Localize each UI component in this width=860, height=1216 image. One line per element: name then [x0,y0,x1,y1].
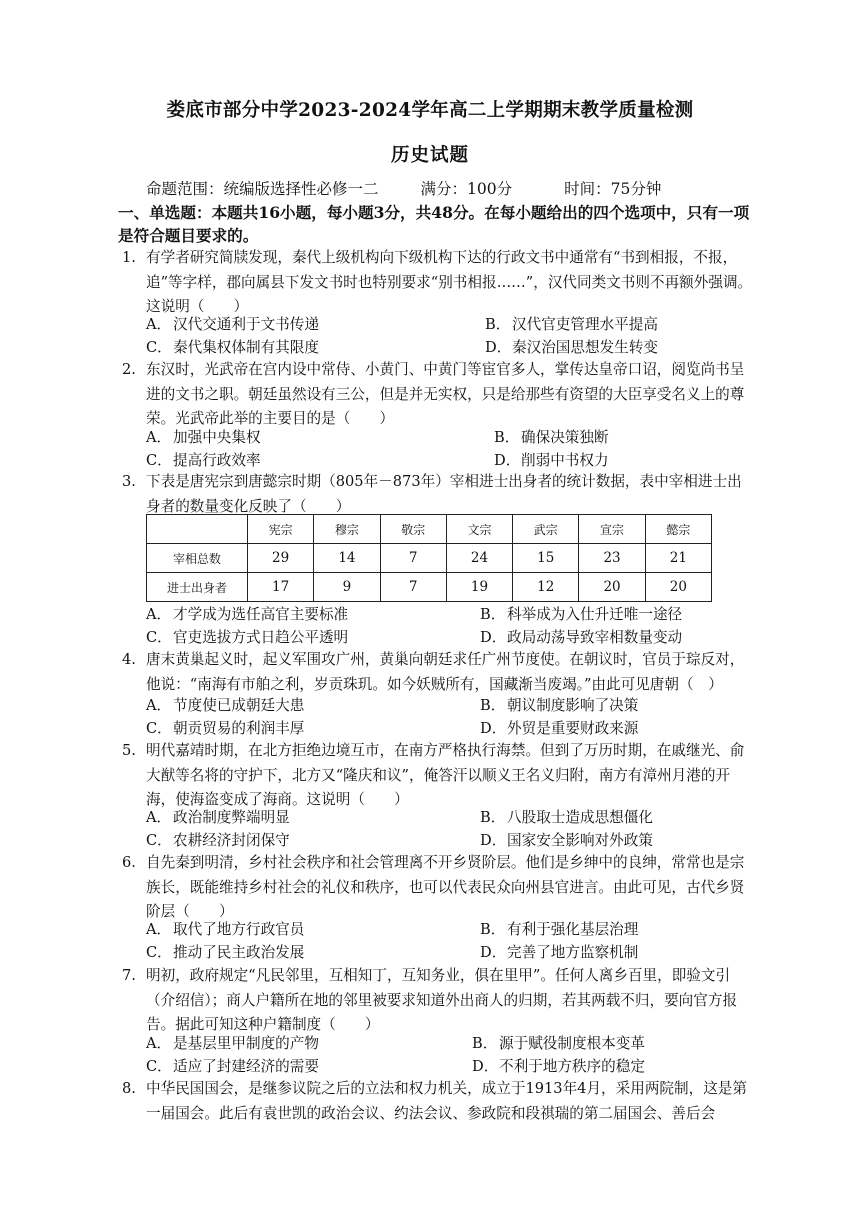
question-stem: 东汉时，光武帝在宫内设中常侍、小黄门、中黄门等宦官多人，掌传达皇帝口诏，阅览尚书呈进的文书之职。朝廷虽然设有三公，但是并无实权，只是给那些有资望的大臣享受名义上的尊荣。光武帝此举的主要目的是（ ） [146,361,745,427]
option-d: D．削弱中书权力 [494,452,609,469]
question-number: 7. [122,967,136,984]
option-b: B． 朝议制度影响了决策 [480,697,639,714]
option-a: A． 加强中央集权 [146,429,261,446]
table-header-cell: 懿宗 [645,515,711,544]
table-cell: 17 [248,573,314,602]
question-stem: 明初，政府规定“凡民邻里，互相知丁，互知务业，俱在里甲”。任何人离乡百里，即验文引（介绍信）；商人户籍所在地的邻里被要求知道外出商人的归期，若其两载不归，要向官方报告。据此可知这种户籍制度（ ） [146,967,738,1033]
option-c: C．推动了民主政治发展 [146,944,305,961]
option-b: B． 八股取士造成思想僵化 [480,809,653,826]
table-cell: 9 [314,573,380,602]
table-header-cell [147,515,248,544]
question-6 [122,851,756,925]
table-header-cell: 宣宗 [579,515,645,544]
table-cell: 15 [513,544,579,573]
option-c: C．适应了封建经济的需要 [146,1058,319,1075]
question-4 [122,648,756,697]
table-row-header: 进士出身者 [147,573,248,602]
statistics-table [146,514,712,602]
option-d: D．秦汉治国思想发生转变 [485,339,658,356]
table-row [147,573,712,602]
table-row-header: 宰相总数 [147,544,248,573]
exam-title: 娄底市部分中学2023-2024学年高二上学期期末教学质量检测 [166,100,694,121]
question-number: 5. [122,742,136,759]
meta-time: 时间：75分钟 [564,180,662,198]
question-number: 8. [122,1080,136,1097]
question-stem: 自先秦到明清，乡村社会秩序和社会管理离不开乡贤阶层。他们是乡绅中的良绅，常常也是宗族长，既能维持乡村社会的礼仪和秩序，也可以代表民众向州县官进言。由此可见，古代乡贤阶层（ ） [146,854,745,920]
option-d: D．完善了地方监察机制 [480,944,639,961]
option-b: B． 汉代官吏管理水平提高 [485,316,658,333]
exam-subtitle: 历史试题 [390,145,469,166]
exam-meta [146,177,661,199]
option-d: D．政局动荡导致宰相数量变动 [480,629,683,646]
option-d: D．国家安全影响对外政策 [480,832,653,849]
question-stem: 中华民国国会，是继参议院之后的立法和权力机关，成立于1913年4月，采用两院制，这是第一届国会。此后有袁世凯的政治会议、约法会议、参政院和段祺瑞的第二届国会、善后会 [146,1080,747,1122]
option-c: C．提高行政效率 [146,452,261,469]
question-7 [122,964,756,1038]
question-2 [122,358,756,432]
question-5 [122,739,756,813]
question-1 [122,246,756,320]
option-b: B． 科举成为入仕升迁唯一途径 [480,606,683,623]
table-cell: 7 [380,544,446,573]
option-a: A． 汉代交通利于文书传递 [146,316,319,333]
table-header-row [147,515,712,544]
question-number: 4. [122,651,136,668]
table-cell: 24 [446,544,512,573]
option-a: A． 取代了地方行政官员 [146,921,305,938]
question-number: 6. [122,854,136,871]
section-heading: 一、单选题：本题共16小题，每小题3分，共48分。在每小题给出的四个选项中，只有一项是符合题目要求的。 [118,203,750,245]
table-header-cell: 武宗 [513,515,579,544]
question-3 [122,470,756,519]
table-cell: 12 [513,573,579,602]
question-stem: 有学者研究简牍发现，秦代上级机构向下级机构下达的行政文书中通常有“书到相报，不报，追”等字样，郡向属县下发文书时也特别要求“别书相报……”，汉代同类文书则不再额外强调。这说明（ ） [146,249,753,315]
question-number: 2. [122,361,136,378]
option-a: A． 才学成为选任高官主要标准 [146,606,349,623]
option-c: C．农耕经济封闭保守 [146,832,290,849]
meta-score: 满分：100分 [420,180,513,198]
table-cell: 21 [645,544,711,573]
option-a: A． 节度使已成朝廷大患 [146,697,305,714]
option-d: D．不利于地方秩序的稳定 [472,1058,645,1075]
table-cell: 20 [645,573,711,602]
table-cell: 23 [579,544,645,573]
table-header-cell: 穆宗 [314,515,380,544]
option-d: D．外贸是重要财政来源 [480,720,639,737]
meta-scope: 命题范围：统编版选择性必修一二 [146,180,379,198]
option-a: A． 政治制度弊端明显 [146,809,290,826]
option-b: B． 源于赋役制度根本变革 [472,1035,645,1052]
table-row [147,544,712,573]
table-header-cell: 文宗 [446,515,512,544]
table-header-cell: 宪宗 [248,515,314,544]
table-cell: 19 [446,573,512,602]
table-cell: 20 [579,573,645,602]
option-c: C．秦代集权体制有其限度 [146,339,319,356]
question-number: 1. [122,249,136,266]
table-cell: 29 [248,544,314,573]
question-stem: 明代嘉靖时期，在北方拒绝边境互市，在南方严格执行海禁。但到了万历时期，在戚继光、俞大猷等名将的守护下，北方又“隆庆和议”，俺答汗以顺义王名义归附，南方有漳州月港的开海，使海盗变成了海商。这说明（ ） [146,742,745,808]
option-a: A． 是基层里甲制度的产物 [146,1035,319,1052]
option-c: C．朝贡贸易的利润丰厚 [146,720,305,737]
question-number: 3. [122,473,136,490]
option-b: B． 有利于强化基层治理 [480,921,639,938]
question-stem: 唐末黄巢起义时，起义军围攻广州，黄巢向朝廷求任广州节度使。在朝议时，官员于琮反对，他说：“南海有市舶之利，岁贡珠玑。如今妖贼所有，国藏渐当废竭。”由此可见唐朝（ ） [146,651,745,693]
option-c: C．官吏选拔方式日趋公平透明 [146,629,349,646]
table-cell: 7 [380,573,446,602]
table-header-cell: 敬宗 [380,515,446,544]
table-cell: 14 [314,544,380,573]
question-stem: 下表是唐宪宗到唐懿宗时期（805年－873年）宰相进士出身者的统计数据，表中宰相进士出身者的数量变化反映了（ ） [146,473,742,515]
option-b: B． 确保决策独断 [494,429,609,446]
question-8 [122,1077,756,1126]
